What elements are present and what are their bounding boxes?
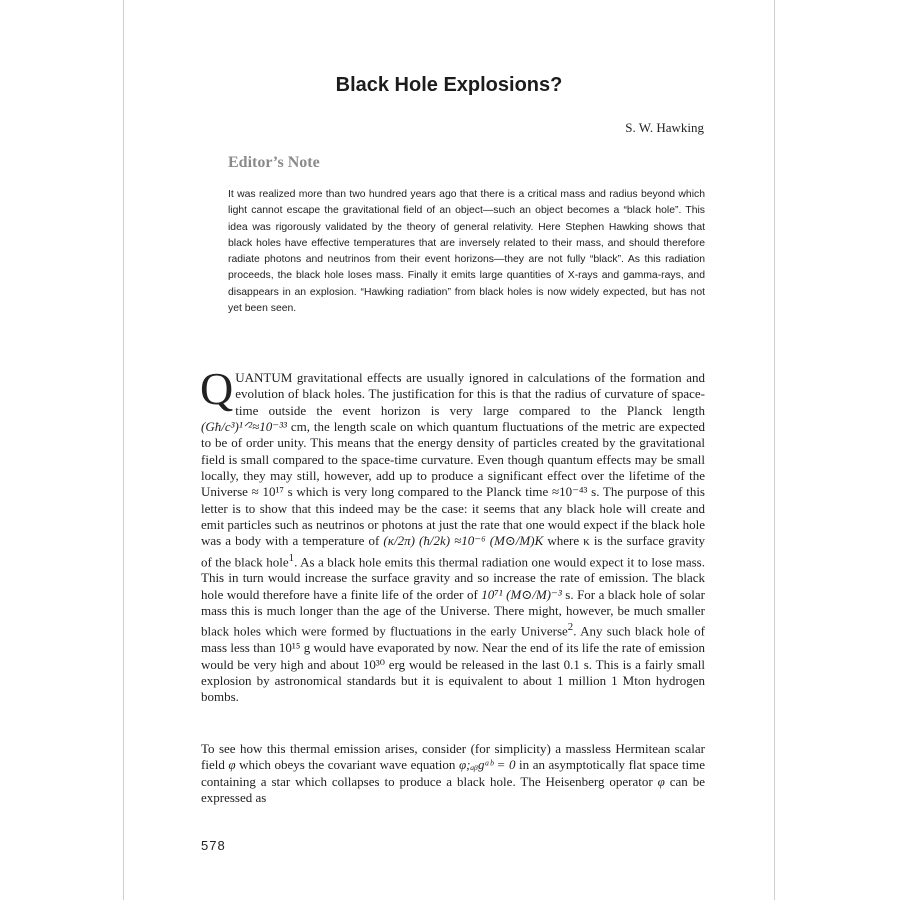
p1-text: where κ is the surface gravity of the black hole [201, 533, 705, 570]
p2-text: in an asymptotically flat space time containing a star which collapses to produce a black hole. The Heisenberg operator [201, 757, 705, 789]
article-title: Black Hole Explosions? [335, 74, 563, 96]
mass-value: 10¹⁵ [278, 640, 301, 656]
author-name: S. W. Hawking [625, 120, 704, 135]
body-paragraph-1 [200, 363, 705, 706]
p2-text: which obeys the covariant wave equation [235, 757, 459, 773]
editor-note-text: It was realized more than two hundred years ago that there is a critical mass and radius beyond which light cannot escape the gravitational field of an object—such an object becomes a “black hole”. This idea was rigorously validated by the theory of general relativity. Here Stephen Hawking shows that black holes have effective temperatures that are inversely related to their mass, and should therefore radiate photons and neutrinos from their event horizons—they are not fully “black”. As this radiation proceeds, the black hole loses mass. Finally it emits large quantities of X-rays and gamma-rays, and disappears in an explosion. “Hawking radiation” from black holes is now widely expected, but has not yet been seen. [228, 189, 705, 315]
page-number: 578 [201, 838, 226, 853]
p1-text: UANTUM gravitational effects are usually ignored in calculations of the formation and evolution of black holes. The justification for this is that the radius of curvature of space-time outside the event horizon is very large compared to the Planck length [235, 370, 705, 418]
planck-time-value: ≈10⁻⁴³ [552, 484, 588, 500]
p1-text: s. For a black hole of solar mass this is much longer than the age of the Universe. There might, however, be much smaller black holes which were formed by fluctuations in the early Universe [201, 586, 705, 639]
p2-text: To see how this thermal emission arises, consider (for simplicity) a massless Hermitean scalar field [201, 741, 705, 773]
universe-age-value: 10¹⁷ [262, 484, 284, 500]
p1-text: g would have evaporated by now. Near the end of its life the rate of emission would be very high and about [201, 640, 705, 672]
p1-text: s. The purpose of this letter is to show that this indeed may be the case: it seems that any black hole will create and emit particles such as neutrinos or photons at just the rate that one would expect if the black hole was a body with a temperature of [201, 484, 705, 549]
lifetime-expression: 10⁷¹ (M⊙/M)⁻³ [481, 586, 562, 602]
phi-symbol: φ [228, 757, 236, 773]
p1-text: . As a black hole emits this thermal radiation one would expect it to lose mass. This in turn would increase the surface gravity and so increase the rate of emission. The black hole would therefore have a finite life of the order of [201, 554, 705, 602]
reference-1: 1 [288, 551, 295, 564]
p2-text: can be expressed as [201, 773, 706, 806]
reference-2: 2 [567, 621, 574, 634]
energy-value: 10³⁰ [362, 656, 385, 672]
planck-length-expression: (Għ/c³)¹ᐟ²≈10⁻³³ [201, 419, 287, 435]
wave-equation: φ;ₐᵦgᵃᵇ = 0 [458, 757, 516, 773]
p1-text: erg would be released in the last 0.1 s. This is a fairly small explosion by astronomical standards but it is equivalent to about 1 million 1 Mton hydrogen bombs. [201, 656, 705, 705]
p1-text: s which is very long compared to the Planck time [283, 484, 553, 500]
phi-symbol: φ [657, 773, 665, 789]
body-paragraph-2 [201, 741, 705, 806]
editor-note-heading: Editor’s Note [228, 154, 320, 171]
p1-text: cm, the length scale on which quantum fluctuations of the metric are expected to be of order unity. This means that the energy density of particles created by the gravitational field is small compared to the space-time curvature. Even though quantum effects may be small locally, they may still, however, add up to produce a significant effect over the lifetime of the Universe ≈ [201, 419, 705, 500]
drop-cap: Q [200, 363, 234, 414]
p1-text: . Any such black hole of mass less than [201, 623, 705, 656]
temperature-expression: (κ/2π) (ħ/2k) ≈10⁻⁶ (M⊙/M)K [383, 533, 544, 549]
journal-page [123, 0, 775, 900]
